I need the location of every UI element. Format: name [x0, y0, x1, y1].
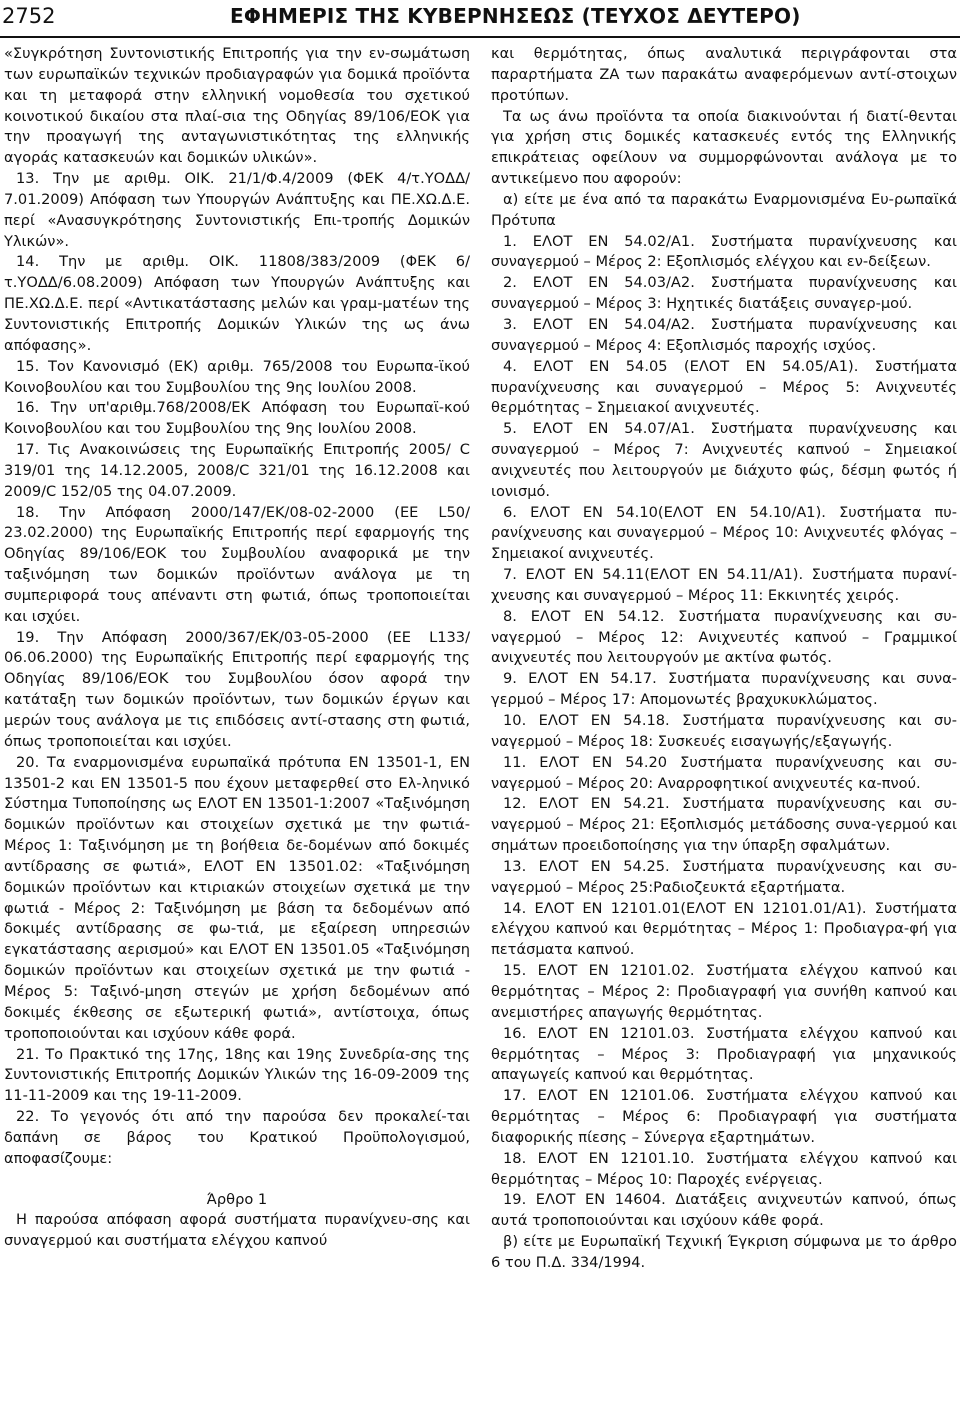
paragraph: 21. Το Πρακτικό της 17ης, 18ης και 19ης Συνεδρία-σης της Συντονιστικής Επιτροπής Δομικών Υλικών της 16-09-2009 της 11-11-2009 και της 19-11-2009.: [4, 1045, 470, 1105]
paragraph: «Συγκρότηση Συντονιστικής Επιτροπής για την εν-σωμάτωση των ευρωπαϊκών τεχνικών προδιαγραφών για δομικά προϊόντα και τη μεταφορά στην ελληνική νομοθεσία του σχετικού κοινοτικού δικαίου στα πλαί-σια της Οδηγίας 89/106/ΕΟΚ για την προαγωγή της ανταγωνιστικότητας της ελληνικής αγοράς κατασκευών και δομικών υλικών».: [4, 45, 470, 167]
page-number: 2752: [2, 4, 56, 28]
list-item: 19. ΕΛΟΤ ΕΝ 14604. Διατάξεις ανιχνευτών καπνού, όπως αυτά τροποποιούνται και ισχύουν κάθε φορά.: [491, 1191, 957, 1230]
list-item: β) είτε με Ευρωπαϊκή Τεχνική Έγκριση σύμφωνα με το άρθρο 6 του Π.Δ. 334/1994.: [491, 1233, 957, 1271]
list-item: 12. ΕΛΟΤ ΕΝ 54.21. Συστήματα πυρανίχνευσης και συ-ναγερμού – Μέρος 21: Εξοπλισμός μετάδοσης συνα-γερμού και σημάτων προειδοποίησης για την ύπαρξη σφαλμάτων.: [491, 795, 957, 855]
list-item: 10. ΕΛΟΤ ΕΝ 54.18. Συστήματα πυρανίχνευσης και συ-ναγερμού – Μέρος 18: Συσκευές εισαγωγής/εξαγωγής.: [491, 712, 957, 750]
paragraph: και θερμότητας, όπως αναλυτικά περιγράφονται στα παραρτήματα ΖΑ των παρακάτω αναφερόμενων αντί-στοιχων προτύπων.: [491, 45, 957, 104]
list-item: 14. ΕΛΟΤ ΕΝ 12101.01(ΕΛΟΤ ΕΝ 12101.01/Α1). Συστήματα ελέγχου καπνού και θερμότητας – Μέρος 1: Προδιαγρα-φή για πετάσματα καπνού.: [491, 899, 957, 959]
list-item: 4. ΕΛΟΤ ΕΝ 54.05 (ΕΛΟΤ ΕΝ 54.05/Α1). Συστήματα πυρανίχνευσης και συναγερμού – Μέρος 5: Ανιχνευτές θερμότητας – Σημειακοί ανιχνευτές.: [491, 357, 957, 417]
list-item: 2. ΕΛΟΤ ΕΝ 54.03/Α2. Συστήματα πυρανίχνευσης και συναγερμού – Μέρος 3: Ηχητικές διατάξεις συναγερ-μού.: [491, 274, 957, 313]
paragraph: Η παρούσα απόφαση αφορά συστήματα πυρανίχνευ-σης και συναγερμού και συστήματα ελέγχου καπνού: [4, 1211, 470, 1250]
paragraph: Τα ως άνω προϊόντα τα οποία διακινούνται ή διατί-θενται για χρήση στις δομικές κατασκευές εντός της Ελληνικής επικράτειας οφείλουν να συμμορφώνονται ανάλογα με το αντικείμενο που αφορούν:: [491, 107, 957, 188]
list-item: 3. ΕΛΟΤ ΕΝ 54.04/Α2. Συστήματα πυρανίχνευσης και συναγερμού – Μέρος 4: Εξοπλισμός παροχής ισχύος.: [491, 315, 957, 354]
paragraph: 19. Την Απόφαση 2000/367/ΕΚ/03-05-2000 (ΕΕ L133/ 06.06.2000) της Ευρωπαϊκής Επιτροπής περί εφαρμογής της Οδηγίας 89/106/ΕΟΚ του Συμβουλίου όσον αφορά την κατάταξη των δομικών προϊόντων, των δομικών έργων και μερών τους ανάλογα με τις επιδόσεις αντί-στασης στη φωτιά, όπως τροποποιείται και ισχύει.: [4, 628, 470, 750]
paragraph: 17. Τις Ανακοινώσεις της Ευρωπαϊκής Επιτροπής 2005/ C 319/01 της 14.12.2005, 2008/C 321/01 της 16.12.2008 και 2009/C 152/05 της 04.07.2009.: [4, 441, 470, 500]
list-item: 18. ΕΛΟΤ ΕΝ 12101.10. Συστήματα ελέγχου καπνού και θερμότητας – Μέρος 10: Παροχές ενέργειας.: [491, 1149, 957, 1188]
list-item: 5. ΕΛΟΤ ΕΝ 54.07/Α1. Συστήματα πυρανίχνευσης και συναγερμού – Μέρος 7: Ανιχνευτές καπνού – Σημειακοί ανιχνευτές που λειτουργούν με διάχυτο φώς, δέσμη φωτός ή ιονισμό.: [491, 420, 957, 500]
paragraph: α) είτε με ένα από τα παρακάτω Εναρμονισμένα Ευ-ρωπαϊκά Πρότυπα: [491, 190, 957, 229]
list-item: 1. ΕΛΟΤ ΕΝ 54.02/Α1. Συστήματα πυρανίχνευσης και συναγερμού – Μέρος 2: Εξοπλισμός ελέγχου και εν-δείξεων.: [491, 232, 957, 271]
paragraph: 18. Την Απόφαση 2000/147/ΕΚ/08-02-2000 (ΕΕ L50/ 23.02.2000) της Ευρωπαϊκής Επιτροπής περί εφαρμογής της Οδηγίας 89/106/ΕΟΚ του Συμβουλίου αναφορικά με την ταξινόμηση των δομικών προϊόντων ανάλογα με τη συμπεριφορά τους απέναντι στη φωτιά, όπως τροποποιείται και ισχύει.: [4, 503, 470, 625]
list-item: 16. ΕΛΟΤ ΕΝ 12101.03. Συστήματα ελέγχου καπνού και θερμότητας – Μέρος 3: Προδιαγραφή για μηχανικούς απαγωγείς καπνού και θερμότητας.: [491, 1024, 957, 1084]
list-item: 8. ΕΛΟΤ ΕΝ 54.12. Συστήματα πυρανίχνευσης και συ-ναγερμού – Μέρος 12: Ανιχνευτές καπνού – Γραμμικοί ανιχνευτές που λειτουργούν με ακτίνα φωτός.: [491, 607, 957, 667]
list-item: 15. ΕΛΟΤ ΕΝ 12101.02. Συστήματα ελέγχου καπνού και θερμότητας – Μέρος 2: Προδιαγραφή για συνήθη καπνού και ανεμιστήρες απαγωγής θερμότητας.: [491, 962, 957, 1021]
paragraph: 13. Την με αριθμ. ΟΙΚ. 21/1/Φ.4/2009 (ΦΕΚ 4/τ.ΥΟΔΔ/ 7.01.2009) Απόφαση των Υπουργών Ανάπτυξης και ΠΕ.ΧΩ.Δ.Ε. περί «Ανασυγκρότησης Συντονιστικής Επι-τροπής Δομικών Υλικών».: [4, 170, 470, 250]
header-divider: [0, 36, 960, 38]
list-item: 9. ΕΛΟΤ ΕΝ 54.17. Συστήματα πυρανίχνευσης και συνα-γερμού – Μέρος 17: Απομονωτές βραχυκυκλώματος.: [491, 670, 957, 709]
right-column: [491, 44, 957, 1274]
list-item: 7. ΕΛΟΤ ΕΝ 54.11(ΕΛΟΤ ΕΝ 54.11/Α1). Συστήματα πυρανί-χνευσης και συναγερμού – Μέρος 11: Εκκινητές χειρός.: [491, 566, 957, 604]
paragraph: 22. Το γεγονός ότι από την παρούσα δεν προκαλεί-ται δαπάνη σε βάρος του Κρατικού Προϋπολογισμού, αποφασίζουμε:: [4, 1108, 470, 1167]
paragraph: 16. Την υπ'αριθμ.768/2008/ΕΚ Απόφαση του Ευρωπαϊ-κού Κοινοβουλίου και του Συμβουλίου της 9ης Ιουλίου 2008.: [4, 399, 470, 438]
paragraph: 20. Τα εναρμονισμένα ευρωπαϊκά πρότυπα ΕΝ 13501-1, ΕΝ 13501-2 και ΕΝ 13501-5 που έχουν μεταφερθεί στο Ελ-ληνικό Σύστημα Τυποποίησης ως ΕΛΟΤ ΕΝ 13501-1:2007 «Ταξινόμηση δομικών προϊόντων και στοιχείων σχετικά με την φωτιά- Μέρος 1: Ταξινόμηση με τη βοήθεια δε-δομένων από δοκιμές αντίδρασης σε φωτιά», ΕΛΟΤ ΕΝ 13501.02: «Ταξινόμηση δομικών προϊόντων και κτιριακών στοιχείων σχετικά με την φωτιά - Μέρος 2: Ταξινόμηση με βάση τα δεδομένων από δοκιμές αντίδρασης σε φω-τιά, με εξαίρεση υπηρεσιών εγκατάστασης αερισμού» και ΕΛΟΤ ΕΝ 13501.05 «Ταξινόμηση δομικών προϊόντων και στοιχείων σχετικά με την φωτιά - Μέρος 5: Ταξινό-μηση στεγών με χρήση δεδομένων από δοκιμές έκθεσης σε εξωτερική φωτιά», αντίστοιχα, όπως τροποποιούνται και ισχύουν κάθε φορά.: [4, 753, 470, 1042]
left-column: [4, 44, 470, 1252]
gazette-title: ΕΦΗΜΕΡΙΣ ΤΗΣ ΚΥΒΕΡΝΗΣΕΩΣ (ΤΕΥΧΟΣ ΔΕΥΤΕΡΟ): [230, 4, 801, 28]
list-item: 17. ΕΛΟΤ ΕΝ 12101.06. Συστήματα ελέγχου καπνού και θερμότητας – Μέρος 6: Προδιαγραφή για συστήματα διαφορικής πίεσης – Σύνεργα εξαρτημάτων.: [491, 1087, 957, 1146]
page-header: [0, 0, 960, 40]
list-item: 13. ΕΛΟΤ ΕΝ 54.25. Συστήματα πυρανίχνευσης και συ-ναγερμού – Μέρος 25:Ραδιοζευκτά εξαρτήματα.: [491, 857, 957, 896]
list-item: 11. ΕΛΟΤ ΕΝ 54.20 Συστήματα πυρανίχνευσης και συ-ναγερμού – Μέρος 20: Αναρροφητικοί ανιχνευτές κα-πνού.: [491, 753, 957, 792]
paragraph: 15. Τον Κανονισμό (ΕΚ) αριθμ. 765/2008 του Ευρωπα-ϊκού Κοινοβουλίου και του Συμβουλίου της 9ης Ιουλίου 2008.: [4, 357, 470, 396]
article-heading: Άρθρο 1: [206, 1190, 268, 1208]
paragraph: 14. Την με αριθμ. ΟΙΚ. 11808/383/2009 (ΦΕΚ 6/ τ.ΥΟΔΔ/6.08.2009) Απόφαση των Υπουργών Ανάπτυξης και ΠΕ.ΧΩ.Δ.Ε. περί «Αντικατάστασης μελών και γραμ-ματέων της Συντονιστικής Επιτροπής Δομικών Υλικών της ως άνω απόφασης».: [4, 253, 470, 354]
list-item: 6. ΕΛΟΤ ΕΝ 54.10(ΕΛΟΤ ΕΝ 54.10/Α1). Συστήματα πυ-ρανίχνευσης και συναγερμού – Μέρος 10: Ανιχνευτές φλόγας – Σημειακοί ανιχνευτές.: [491, 503, 957, 563]
